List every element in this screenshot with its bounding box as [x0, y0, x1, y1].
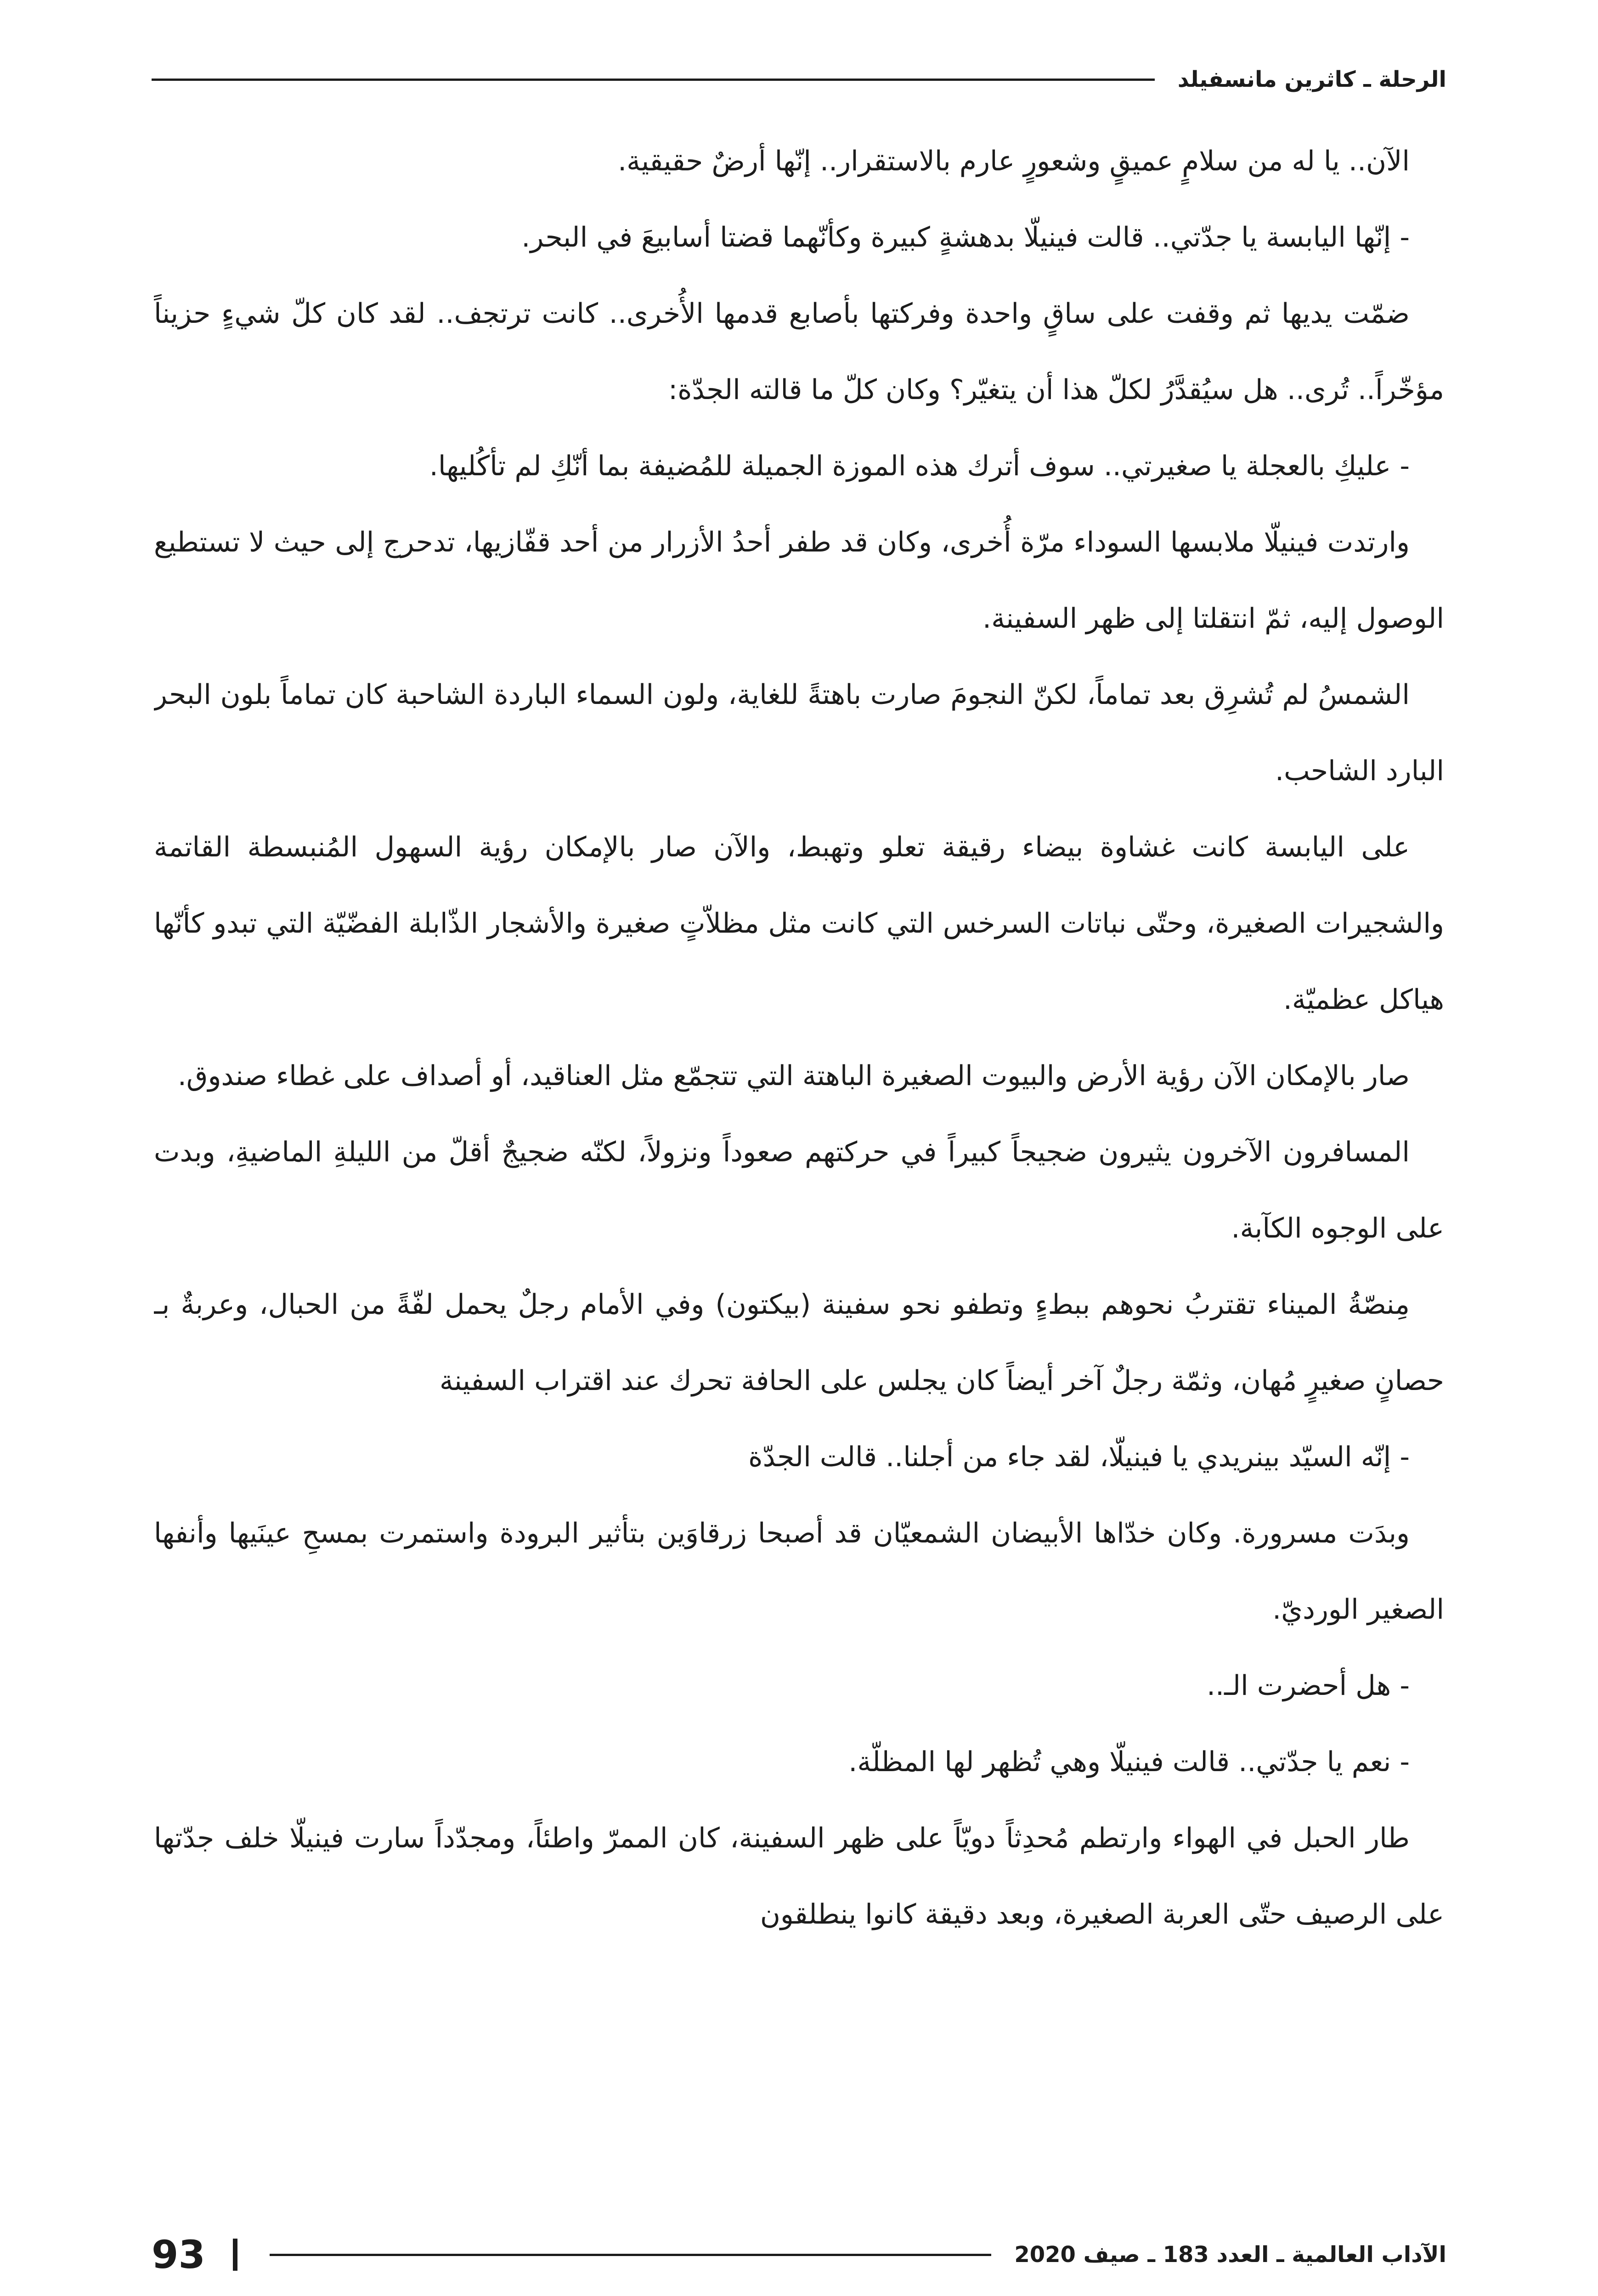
footer-separator	[233, 2239, 237, 2271]
dialogue-line: - إنّها اليابسة يا جدّتي.. قالت فينيلّا بدهشةٍ كبيرة وكأنّهما قضتا أسابيعَ في البحر.	[521, 221, 1410, 253]
running-header	[152, 54, 1446, 105]
journal-issue: الآداب العالمية ـ العدد 183 ـ صيف 2020	[1014, 2242, 1446, 2268]
paragraph: مِنصّةُ الميناء تقتربُ نحوهم ببطءٍ وتطفو نحو سفينة (بيكتون) وفي الأمام رجلٌ يحمل لفّةً من الحبال، وعربةٌ بـ حصانٍ صغيرٍ مُهان، وثمّة رجلٌ آخر أيضاً كان يجلس على الحافة تحرك عند اقتراب السفينة	[154, 1289, 1444, 1397]
dialogue-line: - إنّه السيّد بينريدي يا فينيلّا، لقد جاء من أجلنا.. قالت الجدّة	[748, 1441, 1410, 1473]
footer-rule	[270, 2254, 991, 2256]
dialogue-line: - عليكِ بالعجلة يا صغيرتي.. سوف أترك هذه الموزة الجميلة للمُضيفة بما أنّكِ لم تأكُليها.	[429, 450, 1410, 482]
article-body	[154, 123, 1444, 2222]
paragraph: وارتدت فينيلّا ملابسها السوداء مرّة أُخرى، وكان قد طفر أحدُ الأزرار من أحد قفّازيها، تدحرج إلى حيث لا تستطيع الوصول إليه، ثمّ انتقلتا إلى ظهر السفينة.	[154, 526, 1444, 635]
paragraph: وبدَت مسرورة. وكان خدّاها الأبيضان الشمعيّان قد أصبحا زرقاوَين بتأثير البرودة واستمرت بمسحِ عينَيها وأنفها الصغير الورديّ.	[154, 1517, 1444, 1626]
paragraph: الشمسُ لم تُشرِق بعد تماماً، لكنّ النجومَ صارت باهتةً للغاية، ولون السماء الباردة الشاحبة كان تماماً بلون البحر البارد الشاحب.	[154, 679, 1444, 787]
paragraph: الآن.. يا له من سلامٍ عميقٍ وشعورٍ عارم بالاستقرار.. إنّها أرضٌ حقيقية.	[618, 145, 1410, 177]
paragraph: المسافرون الآخرون يثيرون ضجيجاً كبيراً في حركتهم صعوداً ونزولاً، لكنّه ضجيجٌ أقلّ من الليلةِ الماضيةِ، وبدت على الوجوه الكآبة.	[154, 1136, 1444, 1244]
dialogue-line: - نعم يا جدّتي.. قالت فينيلّا وهي تُظهر لها المظلّة.	[848, 1746, 1410, 1778]
dialogue-line: - هل أحضرت الـ..	[1206, 1670, 1410, 1702]
paragraph: ضمّت يديها ثم وقفت على ساقٍ واحدة وفركتها بأصابع قدمها الأُخرى.. كانت ترتجف.. لقد كان كلّ شيءٍ حزيناً مؤخّراً.. تُرى.. هل سيُقدَّرُ لكلّ هذا أن يتغيّر؟ وكان كلّ ما قالته الجدّة:	[154, 298, 1444, 406]
paragraph: على اليابسة كانت غشاوة بيضاء رقيقة تعلو وتهبط، والآن صار بالإمكان رؤية السهول المُنبسطة القاتمة والشجيرات الصغيرة، وحتّى نباتات السرخس التي كانت مثل مظلاّتٍ صغيرة والأشجار الذّابلة الفضّيّة التي تبدو كأنّها هياكل عظميّة.	[154, 831, 1444, 1016]
header-rule	[152, 79, 1155, 81]
page-footer	[152, 2229, 1446, 2280]
page-number: 93	[152, 2232, 205, 2277]
paragraph: طار الحبل في الهواء وارتطم مُحدِثاً دويّاً على ظهر السفينة، كان الممرّ واطئاً، ومجدّداً سارت فينيلّا خلف جدّتها على الرصيف حتّى العربة الصغيرة، وبعد دقيقة كانوا ينطلقون	[154, 1822, 1444, 1930]
paragraph: صار بالإمكان الآن رؤية الأرض والبيوت الصغيرة الباهتة التي تتجمّع مثل العناقيد، أو أصداف على غطاء صندوق.	[177, 1060, 1410, 1092]
running-title: الرحلة ـ كاثرين مانسفيلد	[1177, 67, 1446, 92]
